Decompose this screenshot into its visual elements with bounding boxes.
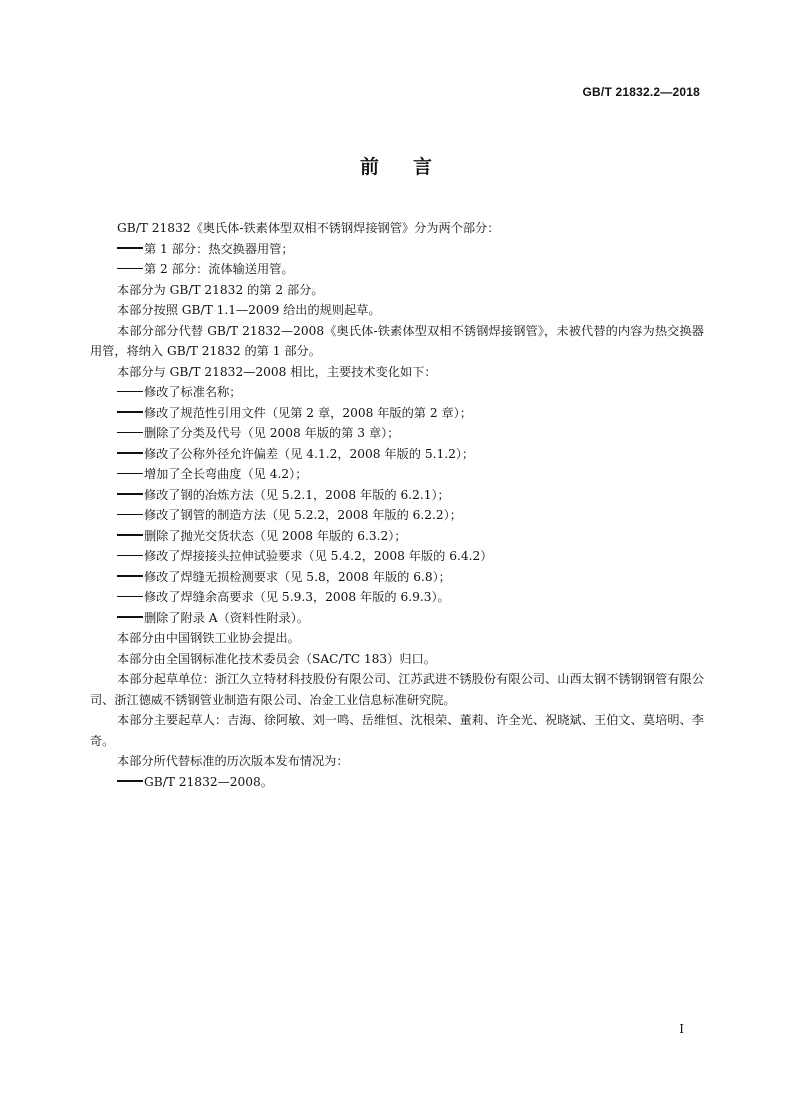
dash-mark: [117, 596, 143, 597]
history-item: [90, 772, 704, 793]
dash-mark: [117, 247, 143, 248]
change-item-text: 修改了焊缝无损检测要求（见 5.8，2008 年版的 6.8）；: [144, 569, 451, 584]
change-item: [90, 608, 704, 629]
change-item: [90, 485, 704, 506]
dash-mark: [117, 411, 143, 412]
list-item-text: 第 2 部分：流体输送用管。: [144, 262, 294, 276]
dash-mark: [117, 493, 143, 494]
change-item: [90, 546, 704, 567]
change-item: [90, 526, 704, 547]
dash-mark: [117, 432, 143, 433]
paragraph-drafters: 本部分主要起草人：吉海、徐阿敏、刘一鸣、岳维恒、沈根荣、董莉、许全光、祝晓斌、王伯文、莫培明、李奇。: [90, 713, 704, 748]
dash-mark: [117, 780, 143, 781]
change-item-text: 修改了标准名称；: [144, 385, 242, 399]
dash-mark: [117, 514, 143, 515]
paragraph-changes-intro: 本部分与 GB/T 21832—2008 相比，主要技术变化如下：: [117, 364, 437, 379]
paragraph-proposed-by: 本部分由中国钢铁工业协会提出。: [117, 631, 300, 645]
foreword-body: [90, 218, 704, 792]
paragraph-this-part: 本部分为 GB/T 21832 的第 2 部分。: [117, 282, 324, 297]
change-item-text: 增加了全长弯曲度（见 4.2）；: [144, 467, 308, 481]
list-item-part1: [90, 239, 704, 260]
dash-mark: [117, 391, 143, 392]
change-item-text: 修改了焊接接头拉伸试验要求（见 5.4.2，2008 年版的 6.4.2）: [144, 549, 493, 563]
dash-mark: [117, 534, 143, 535]
paragraph-drafting-rules: 本部分按照 GB/T 1.1—2009 给出的规则起草。: [117, 303, 381, 317]
list-item-text: 第 1 部分：热交换器用管；: [144, 241, 294, 256]
change-item-text: 修改了规范性引用文件（见第 2 章，2008 年版的第 2 章）；: [144, 405, 472, 420]
change-item: [90, 444, 704, 465]
list-item-part2: [90, 259, 704, 280]
paragraph-centralized-by: 本部分由全国钢标准化技术委员会（SAC/TC 183）归口。: [117, 651, 436, 666]
change-item: [90, 382, 704, 403]
change-item-text: 修改了钢的冶炼方法（见 5.2.1，2008 年版的 6.2.1）；: [144, 487, 450, 502]
dash-mark: [117, 555, 143, 556]
change-item-text: 删除了附录 A（资料性附录）。: [144, 610, 310, 625]
dash-mark: [117, 575, 143, 576]
change-item: [90, 464, 704, 485]
change-item: [90, 587, 704, 608]
standard-number-header: GB/T 21832.2—2018: [582, 85, 700, 99]
dash-mark: [117, 473, 143, 474]
change-item-text: 修改了焊缝余高要求（见 5.9.3，2008 年版的 6.9.3）。: [144, 590, 450, 604]
change-item-text: 修改了钢管的制造方法（见 5.2.2，2008 年版的 6.2.2）；: [144, 508, 462, 522]
page-title: 前言: [359, 156, 466, 178]
change-item-text: 删除了分类及代号（见 2008 年版的第 3 章）；: [144, 426, 400, 440]
history-item-text: GB/T 21832—2008。: [144, 774, 273, 789]
dash-mark: [117, 616, 143, 617]
change-item-text: 删除了抛光交货状态（见 2008 年版的 6.3.2）；: [144, 528, 407, 543]
paragraph-parts-intro: GB/T 21832《奥氏体-铁素体型双相不锈钢焊接钢管》分为两个部分：: [117, 221, 500, 235]
dash-mark: [117, 268, 143, 269]
paragraph-history-intro: 本部分所代替标准的历次版本发布情况为：: [117, 754, 349, 768]
paragraph-replacement: 本部分部分代替 GB/T 21832—2008《奥氏体-铁素体型双相不锈钢焊接钢管》，未被代替的内容为热交换器用管，将纳入 GB/T 21832 的第 1 部分。: [90, 323, 704, 358]
change-item: [90, 505, 704, 526]
change-item: [90, 567, 704, 588]
change-item: [90, 423, 704, 444]
paragraph-drafting-units: 本部分起草单位：浙江久立特材科技股份有限公司、江苏武进不锈股份有限公司、山西太钢不锈钢钢管有限公司、浙江德威不锈钢管业制造有限公司、冶金工业信息标准研究院。: [90, 672, 704, 707]
page-number: I: [679, 1022, 684, 1036]
dash-mark: [117, 452, 143, 453]
change-item: [90, 403, 704, 424]
change-item-text: 修改了公称外径允许偏差（见 4.1.2，2008 年版的 5.1.2）；: [144, 446, 475, 461]
